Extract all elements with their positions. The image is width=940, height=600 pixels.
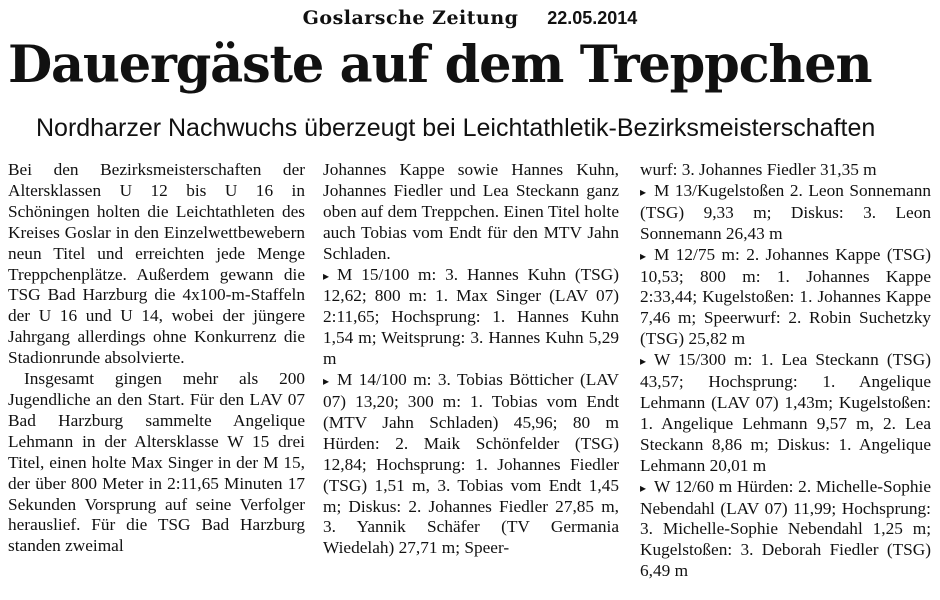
newspaper-name: Goslarsche Zeitung <box>302 7 519 29</box>
result-m14: ▸ M 14/100 m: 3. Tobias Bötticher (LAV 07) 13,20; 300 m: 1. Tobias vom Endt (MTV Jahn Schladen) 45,96; 80 m Hürden: 2. Maik Schönfelder (TSG) 12,84; Hochsprung: 1. Johannes Fiedler (TSG) 1,51 m, 3. Tobias vom Endt 1,45 m; Diskus: 2. Johannes Fiedler 27,85 m, 3. Yannik Schäfer (TV Germania Wiedelah) 27,71 m; Speer- <box>323 370 619 558</box>
article-column-1 <box>8 160 305 600</box>
result-m14-continued: wurf: 3. Johannes Fiedler 31,35 m <box>640 160 877 179</box>
publication-date: 22.05.2014 <box>547 8 638 28</box>
headline: Dauergäste auf dem Treppchen <box>8 35 872 95</box>
paragraph-2-part-b: Johannes Kappe sowie Hannes Kuhn, Johannes Fiedler und Lea Steckann ganz oben auf dem Treppchen. Einen Titel holte auch Tobias vom Endt für den MTV Jahn Schladen. <box>323 160 619 263</box>
result-m13: ▸ M 13/Kugelstoßen 2. Leon Sonnemann (TSG) 9,33 m; Diskus: 3. Leon Sonnemann 26,43 m <box>640 180 931 243</box>
paragraph-1-part-a: Bei den Bezirksmeisterschaften der Altersklassen U 12 bis U 16 in Schöningen holten die Leichtathleten des Kreises Goslar in den Einzelwettbewebern neun Titel und erreichten jede Menge Treppchenplätze. Außerdem gewann die TSG Bad Harzburg die 4x100-m-Staffeln der U 16 und U 14, wobei der jüngere Jahrgang allerdings ohne Konkurrenz die Stadionrunde absolvierte. <box>8 160 305 368</box>
bullet-arrow-icon: ▸ <box>323 268 330 283</box>
bullet-arrow-icon: ▸ <box>640 184 647 199</box>
result-m12: ▸ M 12/75 m: 2. Johannes Kappe (TSG) 10,53; 800 m: 1. Johannes Kappe 2:33,44; Kugelstoßen: 1. Johannes Kappe 7,46 m; Speerwurf: 2. Robin Suchetzky (TSG) 25,82 m <box>640 244 931 349</box>
bullet-arrow-icon: ▸ <box>323 374 330 389</box>
bullet-arrow-icon: ▸ <box>640 480 647 495</box>
bullet-arrow-icon: ▸ <box>640 354 647 369</box>
paragraph-2-part-a: Insgesamt gingen mehr als 200 Jugendliche an den Start. Für den LAV 07 Bad Harzburg sammelte Angelique Lehmann in der Altersklasse W 15 drei Titel, einen holte Max Singer in der M 15, der über 800 Meter in 2:11,65 Minuten 17 Sekunden Vorsprung auf seine Verfolger herauslief. Für die TSG Bad Harzburg standen zweimal <box>8 369 305 556</box>
result-m15: ▸ M 15/100 m: 3. Hannes Kuhn (TSG) 12,62; 800 m: 1. Max Singer (LAV 07) 2:11,65; Hochsprung: 1. Hannes Kuhn 1,54 m; Weitsprung: 3. Hannes Kuhn 5,29 m <box>323 264 619 369</box>
masthead <box>0 7 940 30</box>
result-w15: ▸ W 15/300 m: 1. Lea Steckann (TSG) 43,57; Hochsprung: 1. Angelique Lehmann (LAV 07) 1,43m; Kugelstoßen: 1. Angelique Lehmann 9,57 m, 2. Lea Steckann 8,86 m; Diskus: 1. Angelique Lehmann 20,01 m <box>640 350 931 475</box>
article-column-2 <box>323 160 619 600</box>
article-column-3 <box>640 160 931 600</box>
result-w12: ▸ W 12/60 m Hürden: 2. Michelle-Sophie Nebendahl (LAV 07) 11,99; Hochsprung: 3. Michelle-Sophie Nebendahl 1,25 m; Kugelstoßen: 3. Deborah Fiedler (TSG) 6,49 m <box>640 476 931 581</box>
bullet-arrow-icon: ▸ <box>640 248 647 263</box>
subheadline: Nordharzer Nachwuchs überzeugt bei Leichtathletik-Bezirksmeisterschaften <box>36 114 876 142</box>
